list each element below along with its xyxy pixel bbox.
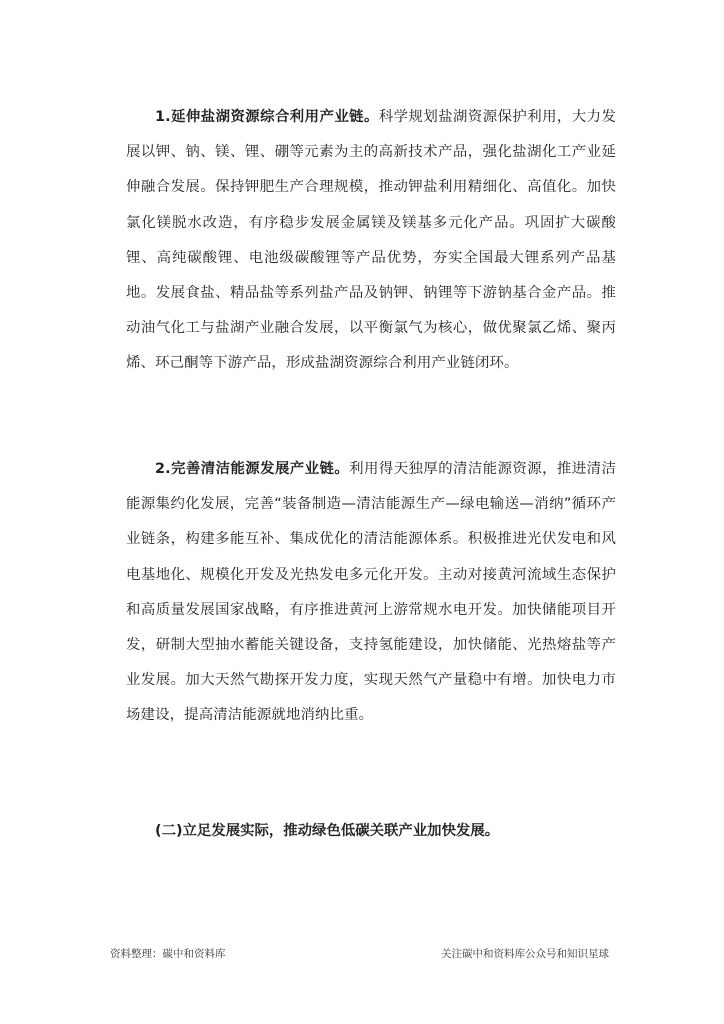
paragraph-salt-lake <box>126 100 616 382</box>
paragraph-lead: 2.完善清洁能源发展产业链。 <box>155 461 350 477</box>
paragraph-body: 利用得天独厚的清洁能源资源，推进清洁能源集约化发展，完善“装备制造—清洁能源生产—绿电输送—消纳”循环产业链条，构建多能互补、集成优化的清洁能源体系。积极推进光伏发电和风电基地化、规模化开发及光热发电多元化开发。主动对接黄河流域生态保护和高质量发展国家战略，有序推进黄河上游常规水电开发。加快储能项目开发，研制大型抽水蓄能关键设备，支持氢能建设，加快储能、光热熔盐等产业发展。加大天然气勘探开发力度，实现天然气产量稳中有增。加快电力市场建设，提高清洁能源就地消纳比重。 <box>126 461 616 724</box>
paragraph-lead: 1.延伸盐湖资源综合利用产业链。 <box>155 109 379 125</box>
footer-follow-note: 关注碳中和资料库公众号和知识星球 <box>441 948 609 960</box>
paragraph-clean-energy <box>126 452 616 734</box>
section-heading: (二)立足发展实际，推动绿色低碳关联产业加快发展。 <box>155 823 500 839</box>
footer-source: 资料整理：碳中和资料库 <box>110 948 226 960</box>
paragraph-body: 科学规划盐湖资源保护利用，大力发展以钾、钠、镁、锂、硼等元素为主的高新技术产品，强化盐湖化工产业延伸融合发展。保持钾肥生产合理规模，推动钾盐利用精细化、高值化。加快氯化镁脱水改造，有序稳步发展金属镁及镁基多元化产品。巩固扩大碳酸锂、高纯碳酸锂、电池级碳酸锂等产品优势，夯实全国最大锂系列产品基地。发展食盐、精品盐等系列盐产品及钠钾、钠锂等下游钠基合金产品。推动油气化工与盐湖产业融合发展，以平衡氯气为核心，做优聚氯乙烯、聚丙烯、环己酮等下游产品，形成盐湖资源综合利用产业链闭环。 <box>126 109 616 372</box>
